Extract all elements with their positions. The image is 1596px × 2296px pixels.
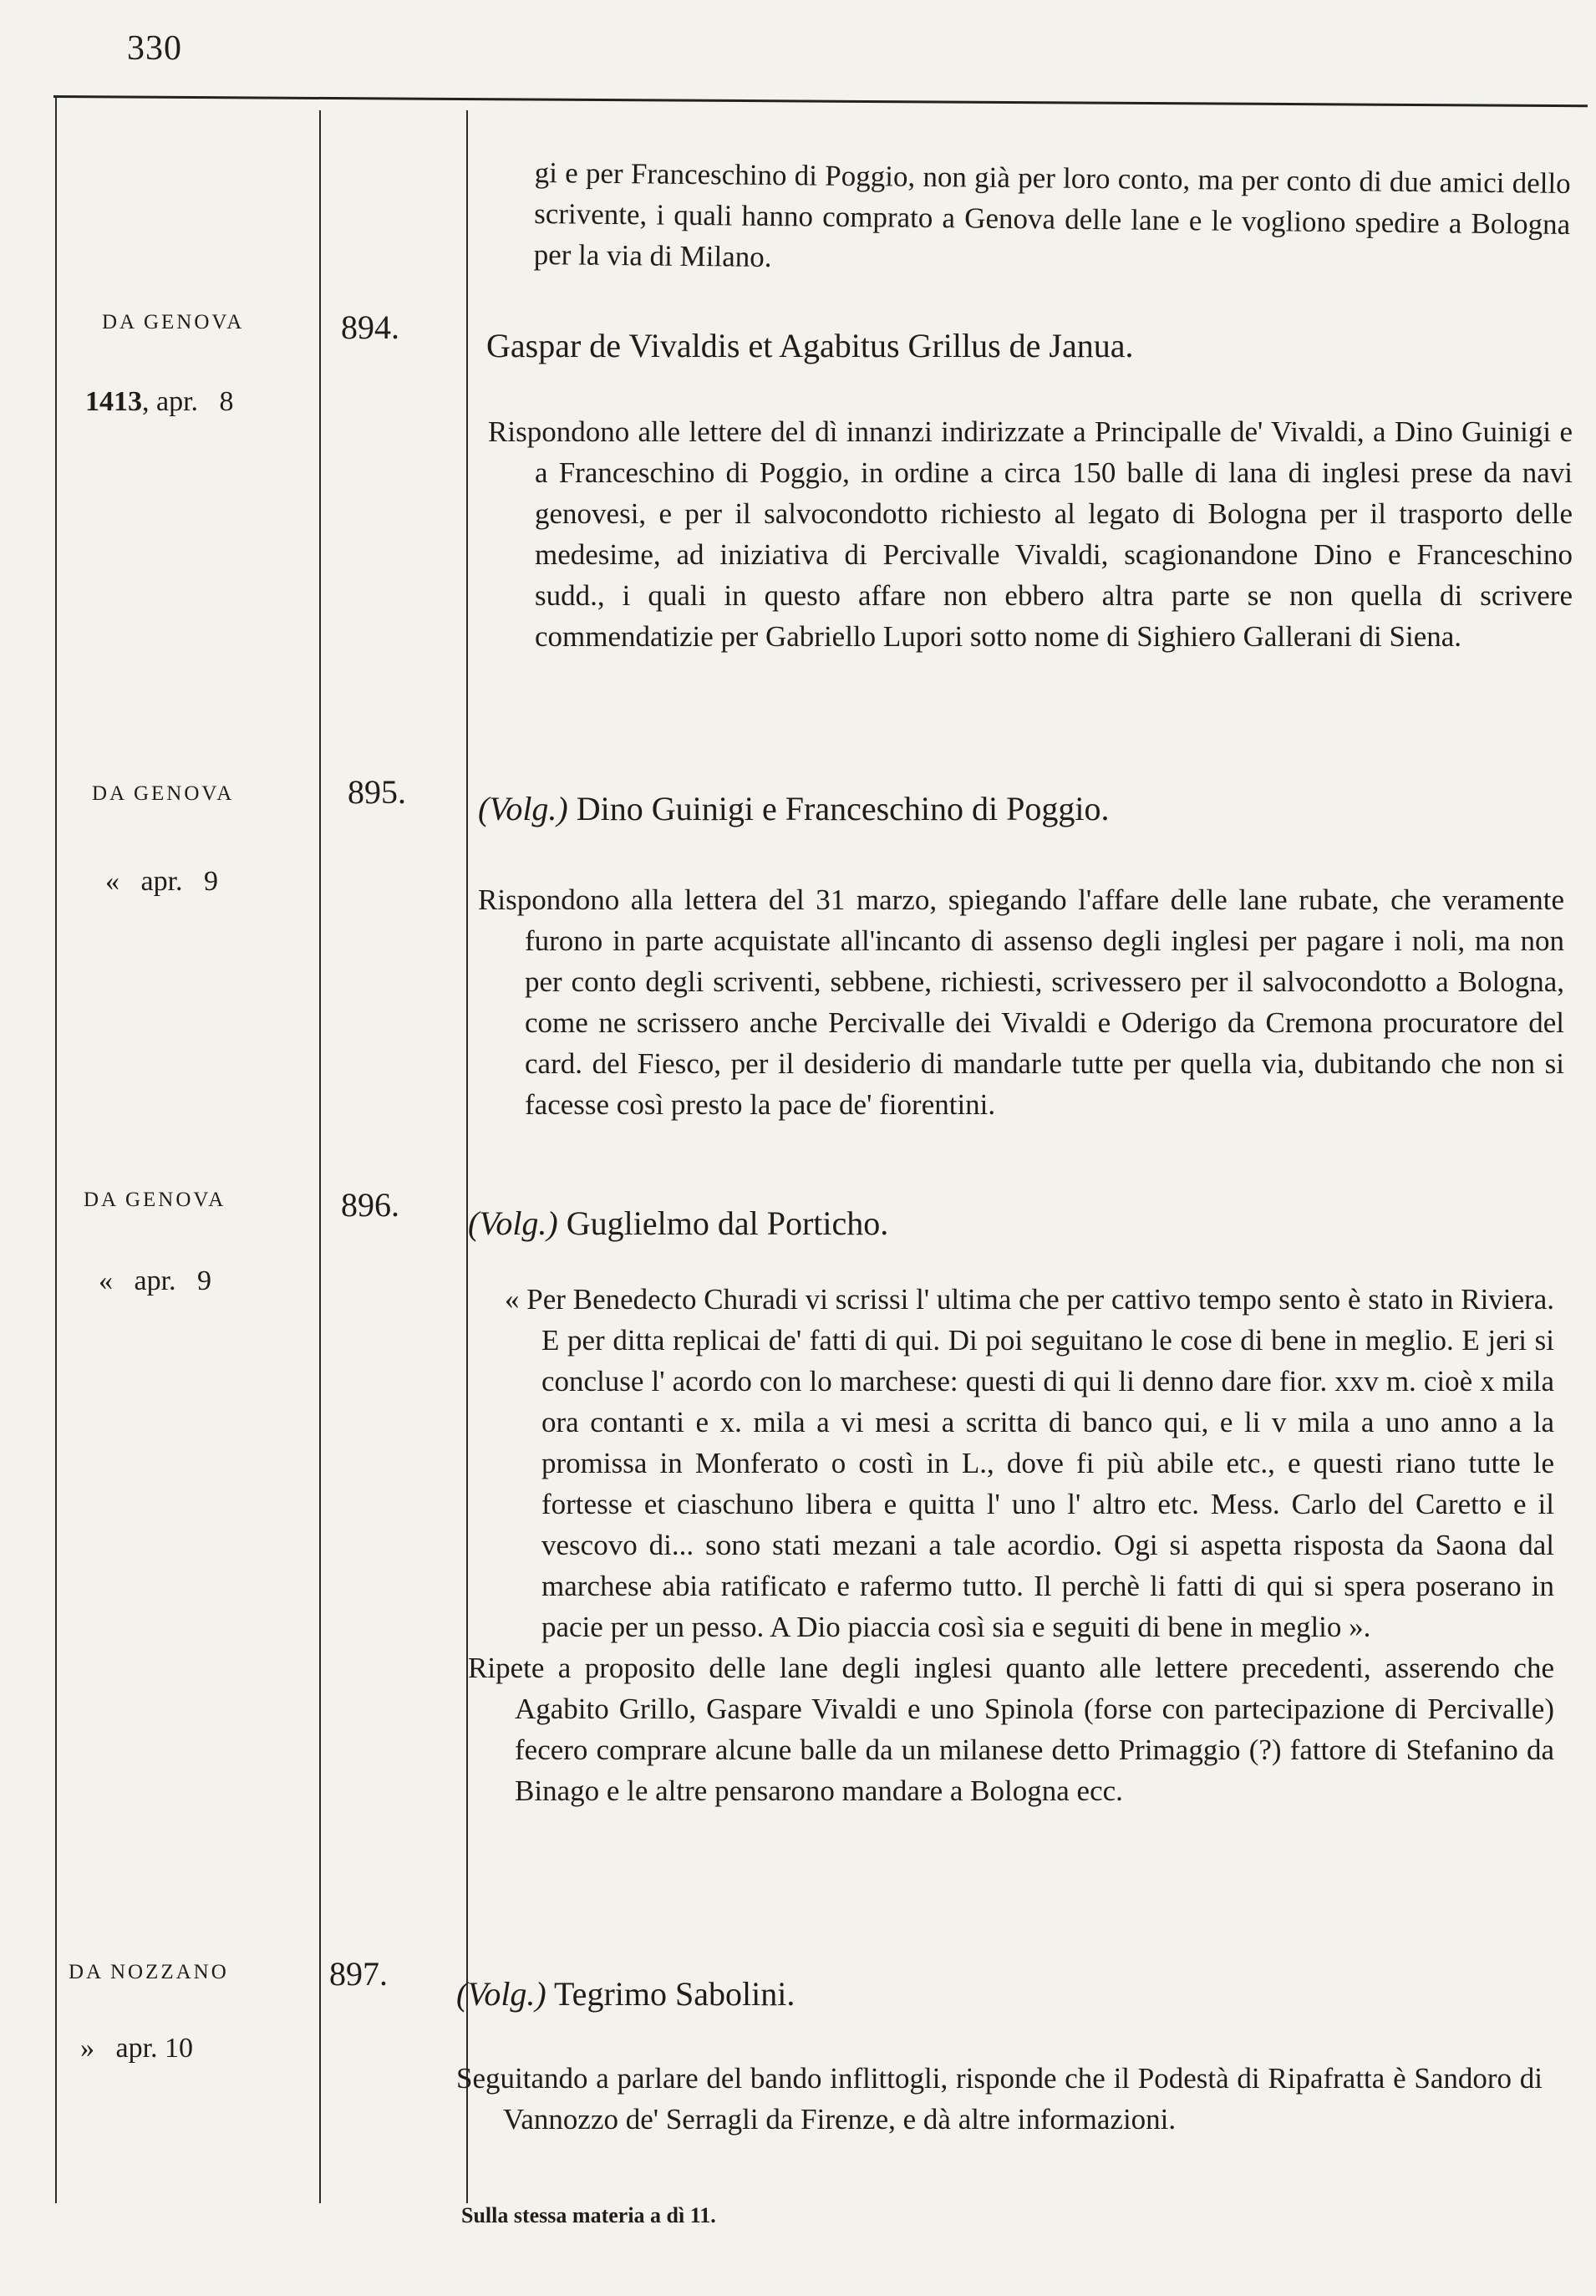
page-number: 330 xyxy=(127,29,182,68)
entry-date xyxy=(105,866,218,898)
date-column-rule xyxy=(319,110,321,2203)
entry-title-text: Gaspar de Vivaldis et Agabitus Grillus de Janua. xyxy=(486,327,1134,364)
entry-title-text: Tegrimo Sabolini. xyxy=(546,1975,795,2013)
entry-place: DA GENOVA xyxy=(102,311,245,333)
entry-title-prefix: (Volg.) xyxy=(456,1975,546,2013)
left-border-rule xyxy=(55,97,57,2203)
entry-place: DA GENOVA xyxy=(92,782,235,805)
footnote: Sulla stessa materia a dì 11. xyxy=(461,2203,716,2227)
entry-paragraph: Rispondono alla lettera del 31 marzo, spiegando l'affare delle lane rubate, che veramente furono in parte acquistate all'incanto di assenso degli inglesi per pagare i noli, ma non per conto degli scriventi, sebbene, richiesti, scrivessero per il salvocondotto a Bologna, come ne scrissero anche Percivalle dei Vivaldi e Oderigo da Cremona procuratore del card. del Fiesco, per il desiderio di mandarle tutte per quella via, dubitando che non si facesse così presto la pace de' fiorentini. xyxy=(478,883,1564,1121)
entry-paragraph: Ripete a proposito delle lane degli inglesi quanto alle lettere precedenti, asserendo che Agabito Grillo, Gaspare Vivaldi e uno Spinola (forse con partecipazione di Percivalle) fecero comprare alcune balle da un milanese detto Primaggio (?) fattore di Stefanino da Binago e le altre pensarono mandare a Bologna ecc. xyxy=(468,1652,1554,1807)
entry-title xyxy=(456,1974,795,2013)
entry-date xyxy=(80,2033,193,2064)
entry-paragraph: Seguitando a parlare del bando inflittogli, risponde che il Podestà di Ripafratta è Sandoro di Vannozzo de' Serragli da Firenze, e dà altre informazioni. xyxy=(456,2062,1543,2136)
entry-title-text: Dino Guinigi e Franceschino di Poggio. xyxy=(567,790,1110,827)
entry-year: 1413 xyxy=(85,386,142,417)
continuation-text: gi e per Franceschino di Poggio, non già per loro conto, ma per conto di due amici dello scrivente, i quali hanno comprato a Genova delle lane e le vogliono spedire a Bologna per la via di Milano. xyxy=(533,155,1571,273)
entry-body xyxy=(488,411,1573,657)
entry-number: 894. xyxy=(341,308,399,346)
entry-quote: « Per Benedecto Churadi vi scrissi l' ultima che per cattivo tempo sento è stato in Riviera. E per ditta replicai de' fatti di qui. Di poi seguitano le cose di bene in meglio. E jeri si concluse l' acordo con lo marchese: questi di qui li denno dare fior. xxv m. cioè x mila ora contanti e x. mila a vi mesi a scritta di banco qui, e li v mila a uno anno a la promissa in Monferato o costì in L., dove fi più abile etc., e questi riano tutte le fortesse et ciaschuno libera e quitta l' uno l' altro etc. Mess. Carlo del Caretto e il vescovo di... sono stati mezani a tale acordio. Ogi si aspetta risposta da Saona dal marchese abia ratificato e rafermo tutto. Il perchè li fatti di qui si spera poserano in pacie per un pesso. A Dio piaccia così sia e seguiti di bene in meglio ». xyxy=(505,1283,1554,1643)
entry-body xyxy=(478,879,1564,1125)
entry-place: DA GENOVA xyxy=(84,1189,226,1211)
top-rule xyxy=(53,95,1588,107)
entry-title xyxy=(468,1204,888,1243)
entry-date xyxy=(85,386,234,418)
entry-title xyxy=(478,789,1109,828)
entry-number: 895. xyxy=(348,773,406,811)
entry-body xyxy=(456,2058,1543,2140)
entry-body xyxy=(468,1279,1554,1811)
entry-date-rest: » apr. 10 xyxy=(80,2033,194,2064)
entry-title-prefix: (Volg.) xyxy=(468,1204,558,1242)
entry-place: DA NOZZANO xyxy=(69,1961,229,1983)
entry-date-rest: « apr. 9 xyxy=(99,1265,212,1296)
entry-title-text: Guglielmo dal Porticho. xyxy=(557,1204,889,1242)
entry-number: 897. xyxy=(329,1955,388,1993)
entry-title-prefix: (Volg.) xyxy=(478,790,568,827)
number-column-rule xyxy=(466,110,468,2203)
entry-date-rest: , apr. 8 xyxy=(142,386,234,417)
entry-date xyxy=(99,1265,211,1297)
entry-date-rest: « apr. 9 xyxy=(105,866,219,897)
entry-title xyxy=(486,326,1134,365)
entry-paragraph: Rispondono alle lettere del dì innanzi indirizzate a Principalle de' Vivaldi, a Dino Guinigi e a Franceschino di Poggio, in ordine a circa 150 balle di lana di inglesi prese da navi genovesi, e per il salvocondotto richiesto al legato di Bologna per il trasporto delle medesime, ad iniziativa di Percivalle Vivaldi, scagionandone Dino e Franceschino sudd., i quali in questo affare non ebbero altra parte se non quella di scrivere commendatizie per Gabriello Lupori sotto nome di Sighiero Gallerani di Siena. xyxy=(488,415,1573,653)
entry-number: 896. xyxy=(341,1186,399,1224)
